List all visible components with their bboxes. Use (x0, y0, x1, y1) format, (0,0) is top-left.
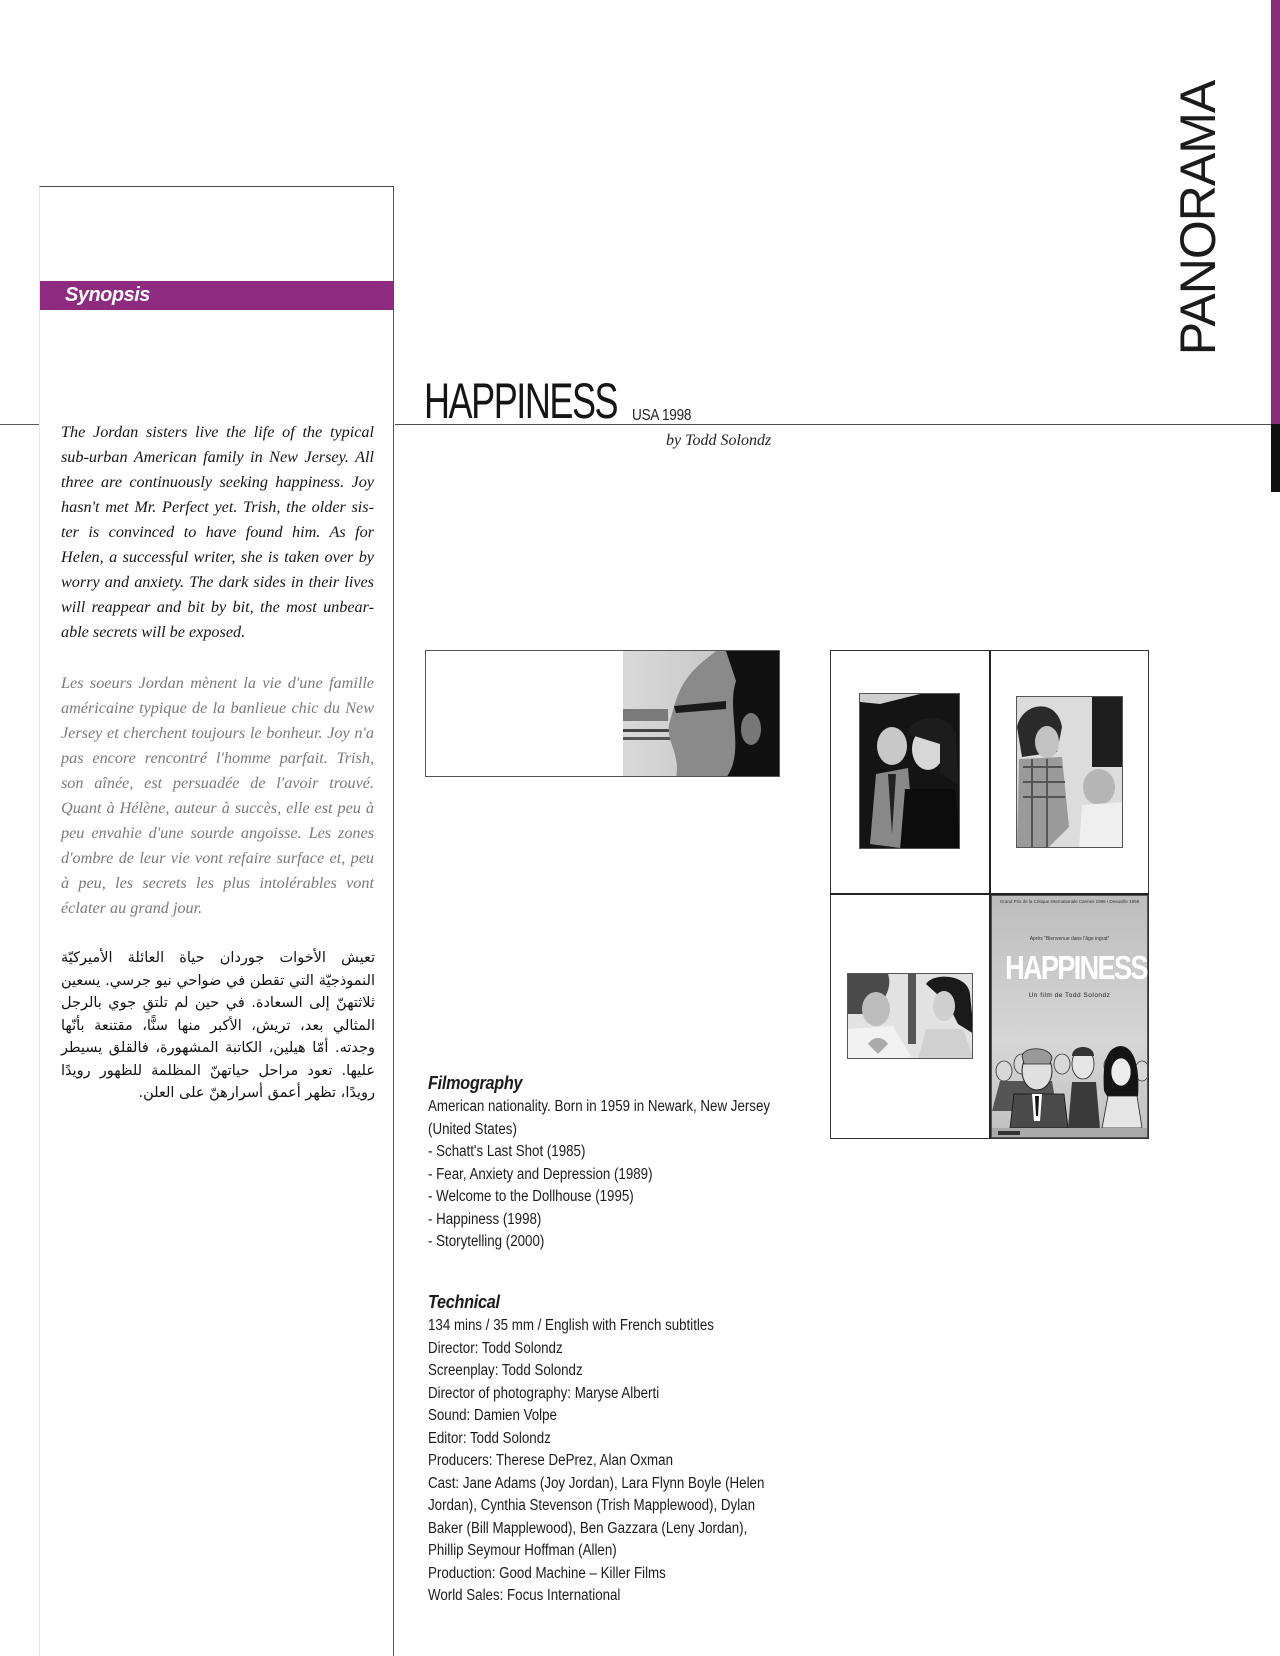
film-still-bedroom (847, 973, 973, 1059)
technical-line: Baker (Bill Mapplewood), Ben Gazzara (Leny Jordan), (428, 1519, 748, 1537)
technical-heading: Technical (428, 1292, 500, 1312)
film-title: HAPPINESS (424, 373, 618, 429)
synopsis-english: The Jordan sisters live the life of the typical sub-urban American family in New Jersey. All three are continuously seeking happiness. Joy hasn't met Mr. Perfect yet. Trish, the older sis-ter is convinced to have found him. As for Helen, a successful writer, she is taken over by worry and anxiety. The dark sides in their lives will reappear and bit by bit, the most unbear-able secrets will be exposed. (61, 423, 374, 641)
film-list-item: - Fear, Anxiety and Depression (1989) (428, 1165, 653, 1183)
film-poster-image (992, 896, 1148, 1138)
bio-line: (United States) (428, 1120, 517, 1138)
poster-tagline: Après "Bienvenue dans l'âge ingrat" (1029, 936, 1110, 942)
technical-line: Phillip Seymour Hoffman (Allen) (428, 1542, 617, 1559)
section-color-bar (1271, 0, 1280, 424)
director-portrait-image (426, 651, 780, 777)
film-list-item: - Welcome to the Dollhouse (1995) (428, 1188, 634, 1205)
director-byline: by Todd Solondz (666, 432, 772, 449)
synopsis-heading: Synopsis (65, 284, 150, 306)
film-list-item: - Schatt's Last Shot (1985) (428, 1143, 586, 1160)
film-still-bedroom-image (848, 974, 973, 1059)
film-list-item: - Happiness (1998) (428, 1210, 542, 1228)
filmography-section (428, 1073, 828, 1254)
poster-title: HAPPINESS (1005, 949, 1147, 986)
poster-byline: Un film de Todd Solondz (1028, 992, 1111, 999)
synopsis-heading-bar (40, 281, 394, 310)
technical-line: Production: Good Machine – Killer Films (428, 1564, 666, 1582)
bio-line: American nationality. Born in 1959 in Newark, New Jersey (428, 1098, 771, 1115)
film-still-kitchen (1016, 696, 1123, 848)
synopsis-arabic: تعيش الأخوات جوردان حياة العائلة الأميركيّة النموذجيّة التي تقطن في ضواحي نيو جرسي. يسعين ثلاثتهنّ إلى السعادة. في حين لم تلتقِ جوي بالرجل المثالي بعد، تريش، الأكبر منها سنًّا، مقتنعة بأنّها وجدته. أمّا هيلين، الكاتبة المشهورة، فالقلق يسيطر عليها. تعود مراحل حياتهنّ المظلمة للظهور رويدًا رويدًا، تظهر أعمق أسرارهنّ على العلن. (61, 950, 375, 1101)
film-poster (991, 895, 1148, 1138)
technical-line: World Sales: Focus International (428, 1587, 621, 1604)
synopsis-french: Les soeurs Jordan mènent la vie d'une famille américaine typique de la banlieue chic du New Jersey et cherchent toujours le bonheur. Joy n'a pas encore rencontré l'homme parfait. Trish, son aînée, est persuadée de l'avoir trouvé. Quant à Hélène, auteur à succès, elle est peu à peu envahie d'une sourde angoisse. Les zones d'ombre de leur vie vont refaire surface et, peu à peu, les secrets les plus intolérables vont éclater au grand jour. (61, 674, 374, 917)
section-color-bar-dark (1271, 424, 1280, 492)
technical-section (428, 1292, 828, 1608)
synopsis-column (39, 186, 394, 1656)
film-still-kitchen-image (1017, 697, 1123, 848)
technical-line: Screenplay: Todd Solondz (428, 1362, 583, 1379)
filmography-heading: Filmography (428, 1073, 523, 1093)
section-label (1150, 80, 1246, 356)
film-country-year: USA 1998 (632, 407, 692, 424)
technical-line: Director: Todd Solondz (428, 1339, 563, 1357)
technical-line: Director of photography: Maryse Alberti (428, 1384, 660, 1402)
technical-line: Cast: Jane Adams (Joy Jordan), Lara Flynn Boyle (Helen (428, 1474, 765, 1492)
poster-credits: Grand Prix de la Critique Internationale Cannes 1998 / Deauville 1998 (999, 899, 1140, 904)
technical-line: Editor: Todd Solondz (428, 1429, 551, 1447)
director-portrait (425, 650, 780, 777)
divider-left (0, 424, 40, 425)
film-still-couple (859, 693, 960, 849)
film-still-couple-image (860, 694, 960, 849)
technical-line: Sound: Damien Volpe (428, 1407, 557, 1424)
film-list-item: - Storytelling (2000) (428, 1233, 545, 1250)
technical-line: Producers: Therese DePrez, Alan Oxman (428, 1452, 673, 1469)
section-label-text: PANORAMA (1170, 80, 1227, 356)
technical-line: Jordan), Cynthia Stevenson (Trish Mapplewood), Dylan (428, 1497, 755, 1514)
technical-line: 134 mins / 35 mm / English with French subtitles (428, 1317, 714, 1334)
